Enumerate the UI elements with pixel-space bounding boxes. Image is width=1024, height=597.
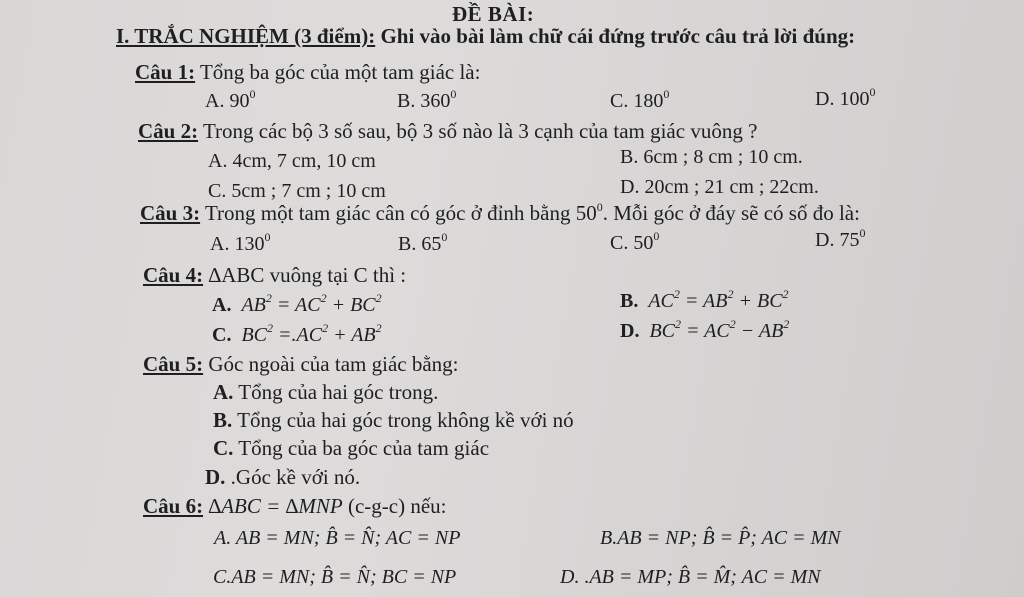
- q4-option-d: [620, 317, 790, 343]
- section-heading: [116, 24, 855, 49]
- option-key: A.: [205, 90, 225, 112]
- question-text: Trong một tam giác cân có góc ở đỉnh bằng: [200, 201, 576, 225]
- degree-sup: 0: [663, 87, 670, 101]
- question-text: Tổng ba góc của một tam giác là:: [195, 60, 481, 84]
- option-key: C.: [610, 90, 629, 112]
- q2-option-c: [208, 180, 386, 203]
- option-value: 90: [229, 90, 250, 112]
- option-value: .AB = MP; B̂ = M̂; AC = MN: [579, 566, 821, 588]
- formula: [241, 321, 382, 346]
- option-value: AB = MN; B̂ = N̂; AC = NP: [231, 527, 461, 549]
- degree-sup: 0: [249, 87, 256, 101]
- q1-option-a: [205, 87, 256, 113]
- exponent: 2: [375, 321, 382, 335]
- term: + AB: [328, 324, 376, 346]
- question-5: [143, 352, 459, 377]
- option-key: D.: [815, 88, 835, 110]
- exponent: 2: [322, 321, 329, 335]
- q1-option-c: [610, 87, 670, 113]
- exponent: 2: [727, 287, 734, 301]
- option-key: C.: [213, 436, 234, 460]
- exponent: 2: [729, 317, 736, 331]
- term: = AB: [679, 290, 728, 312]
- option-key: A.: [208, 150, 228, 172]
- exponent: 2: [267, 321, 274, 335]
- question-3: [140, 201, 860, 226]
- q5-option-c: [213, 436, 489, 461]
- option-key: B.: [620, 290, 639, 312]
- option-value: AB = NP; B̂ = P̂; AC = MN: [617, 527, 841, 549]
- degree-sup: 0: [869, 85, 876, 99]
- exam-title: ĐỀ BÀI:: [452, 2, 535, 26]
- degree-sup: 0: [264, 230, 271, 244]
- q4-option-c: [212, 321, 382, 347]
- q6-option-d: [560, 566, 821, 589]
- option-key: D.: [205, 465, 226, 489]
- option-key: C.: [212, 324, 232, 346]
- exponent: 2: [320, 291, 327, 305]
- q5-option-d: [205, 465, 360, 490]
- option-value: 180: [633, 90, 664, 112]
- option-key: A.: [214, 527, 232, 549]
- question-label: Câu 1:: [135, 60, 196, 84]
- degree-sup: 0: [596, 200, 603, 214]
- option-value: 6cm ; 8 cm ; 10 cm.: [638, 146, 803, 168]
- q3-option-c: [610, 229, 660, 255]
- q1-option-b: [397, 87, 457, 113]
- term: + BC: [326, 294, 376, 316]
- formula: [649, 317, 790, 342]
- option-key: A.: [212, 294, 232, 316]
- q6-option-a: [214, 527, 460, 550]
- option-value: 75: [839, 229, 860, 251]
- term: = AC: [681, 320, 730, 342]
- question-2: [138, 119, 757, 144]
- option-value: 4cm, 7 cm, 10 cm: [227, 150, 376, 172]
- term: AC: [648, 290, 674, 312]
- q6-option-c: [213, 566, 456, 589]
- option-key: B.: [600, 527, 618, 549]
- option-key: D.: [620, 320, 640, 342]
- degree-sup: 0: [450, 87, 457, 101]
- q3-option-d: [815, 226, 866, 252]
- option-key: C.: [208, 180, 227, 202]
- question-1: [135, 60, 480, 85]
- question-4: [143, 263, 406, 288]
- q6-option-b: [600, 527, 841, 550]
- q2-option-b: [620, 146, 803, 169]
- section-instruction: Ghi vào bài làm chữ cái đứng trước câu trả lời đúng:: [375, 24, 856, 48]
- option-key: B.: [398, 233, 417, 255]
- option-key: B.: [213, 408, 233, 432]
- option-value: .Góc kề với nó.: [225, 465, 361, 489]
- question-text: Góc ngoài của tam giác bằng:: [203, 352, 459, 376]
- q3-option-b: [398, 230, 448, 256]
- degree-sup: 0: [441, 230, 448, 244]
- question-formula: ∆ABC = ∆MNP: [203, 494, 343, 518]
- option-value: 100: [839, 88, 870, 110]
- option-value: Tổng của ba góc của tam giác: [233, 436, 490, 460]
- exponent: 2: [782, 287, 789, 301]
- degree-sup: 0: [653, 229, 660, 243]
- option-key: B.: [620, 146, 639, 168]
- q4-option-a: [212, 291, 382, 317]
- option-value: 5cm ; 7 cm ; 10 cm: [226, 180, 386, 202]
- exponent: 2: [265, 291, 272, 305]
- term: − AB: [735, 320, 784, 342]
- option-value: Tổng của hai góc trong không kề với nó: [232, 408, 574, 432]
- formula: [241, 291, 382, 316]
- option-key: B.: [397, 90, 416, 112]
- q5-option-b: [213, 408, 574, 433]
- question-label: Câu 5:: [143, 352, 204, 376]
- question-text-end: . Mỗi góc ở đáy sẽ có số đo là:: [602, 201, 860, 225]
- q5-option-a: [213, 380, 438, 405]
- option-key: A.: [213, 380, 234, 404]
- question-text: Trong các bộ 3 số sau, bộ 3 số nào là 3 cạnh của tam giác vuông ?: [198, 119, 758, 143]
- option-value: Tổng của hai góc trong.: [233, 380, 439, 404]
- term: = AC: [271, 294, 321, 316]
- q2-option-a: [208, 150, 376, 173]
- option-value: 360: [420, 90, 451, 112]
- question-label: Câu 4:: [143, 263, 204, 287]
- option-key: C.: [610, 232, 629, 254]
- term: + BC: [733, 290, 783, 312]
- question-label: Câu 3:: [140, 201, 201, 225]
- option-key: D.: [620, 176, 640, 198]
- option-value: 65: [421, 233, 442, 255]
- q3-option-a: [210, 230, 271, 256]
- q1-option-d: [815, 85, 876, 111]
- option-value: 130: [234, 233, 265, 255]
- question-label: Câu 2:: [138, 119, 199, 143]
- exponent: 2: [783, 317, 790, 331]
- term: AB: [241, 294, 266, 316]
- degree-sup: 0: [859, 226, 866, 240]
- question-text: ∆ABC vuông tại C thì :: [203, 263, 407, 287]
- exponent: 2: [675, 317, 682, 331]
- option-value: 50: [633, 232, 654, 254]
- q4-option-b: [620, 287, 789, 313]
- question-6: [143, 494, 446, 519]
- option-key: D.: [560, 566, 580, 588]
- option-value: 20cm ; 21 cm ; 22cm.: [639, 176, 819, 198]
- section-label: I. TRẮC NGHIỆM (3 điểm):: [116, 24, 376, 48]
- formula: [648, 287, 789, 312]
- q2-option-d: [620, 176, 819, 199]
- question-label: Câu 6:: [143, 494, 204, 518]
- exponent: 2: [375, 291, 382, 305]
- exponent: 2: [673, 287, 680, 301]
- angle-value: 50: [575, 201, 597, 225]
- term: BC: [241, 324, 268, 346]
- term: BC: [649, 320, 676, 342]
- option-key: C.: [213, 566, 232, 588]
- option-value: AB = MN; B̂ = N̂; BC = NP: [231, 566, 457, 588]
- option-key: A.: [210, 233, 230, 255]
- option-key: D.: [815, 229, 835, 251]
- question-text: (c-g-c) nếu:: [342, 494, 447, 518]
- term: =.AC: [273, 324, 323, 346]
